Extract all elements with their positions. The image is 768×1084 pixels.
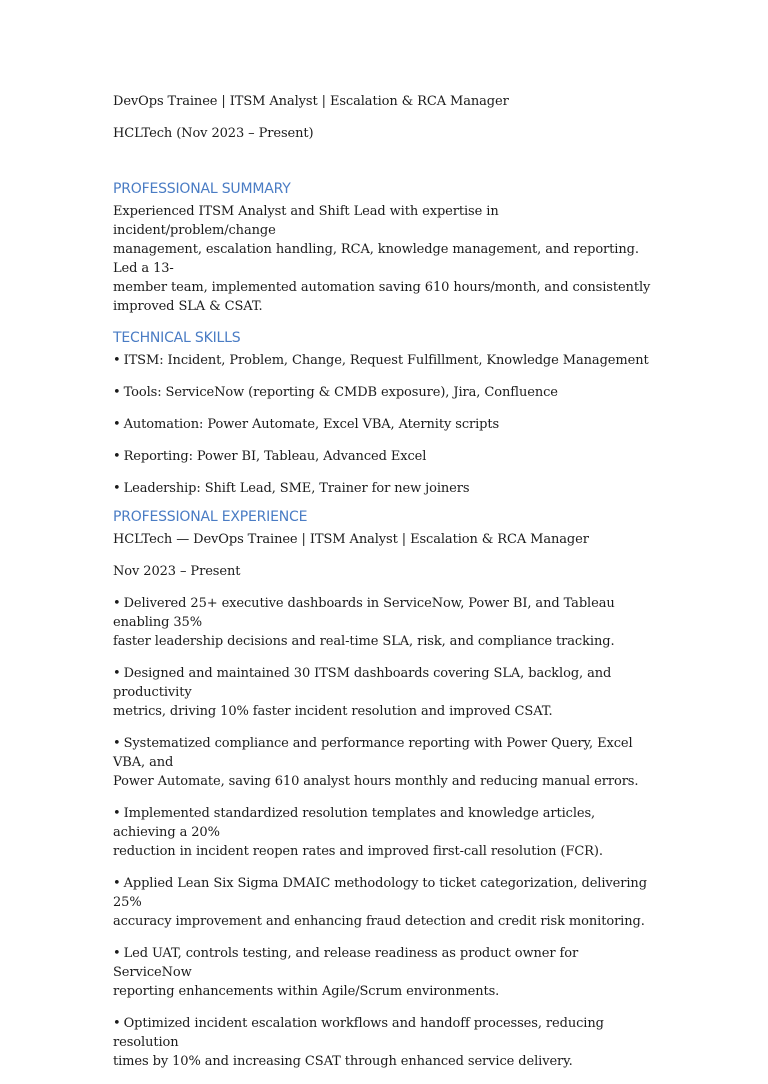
summary-heading: PROFESSIONAL SUMMARY <box>113 181 291 197</box>
position-line: HCLTech — DevOps Trainee | ITSM Analyst | Escalation & RCA Manager <box>113 532 589 547</box>
experience-bullet: • Led UAT, controls testing, and release readiness as product owner for ServiceNow reporting enhancements within Agile/Scrum environments. <box>113 946 579 999</box>
company-line: HCLTech (Nov 2023 – Present) <box>113 126 314 141</box>
role-line: DevOps Trainee | ITSM Analyst | Escalation & RCA Manager <box>113 94 509 109</box>
experience-bullet: • Implemented standardized resolution templates and knowledge articles, achieving a 20% reduction in incident reopen rates and improved first-call resolution (FCR). <box>113 806 603 859</box>
bullet-icon: • <box>113 876 121 891</box>
skill-item: • ITSM: Incident, Problem, Change, Request Fulfillment, Knowledge Management <box>113 353 649 368</box>
skill-item: • Reporting: Power BI, Tableau, Advanced Excel <box>113 449 427 464</box>
bullet-icon: • <box>113 481 121 496</box>
skill-item: • Tools: ServiceNow (reporting & CMDB exposure), Jira, Confluence <box>113 385 558 400</box>
summary-line: improved SLA & CSAT. <box>113 299 263 314</box>
skills-heading: TECHNICAL SKILLS <box>113 330 241 346</box>
bullet-icon: • <box>113 417 121 432</box>
bullet-icon: • <box>113 385 121 400</box>
bullet-icon: • <box>113 736 121 751</box>
bullet-icon: • <box>113 353 121 368</box>
bullet-icon: • <box>113 806 121 821</box>
experience-heading: PROFESSIONAL EXPERIENCE <box>113 509 308 525</box>
summary-line: management, escalation handling, RCA, knowledge management, and reporting. Led a 13- <box>113 242 639 276</box>
skill-item: • Automation: Power Automate, Excel VBA, Aternity scripts <box>113 417 500 432</box>
experience-bullet: • Optimized incident escalation workflows and handoff processes, reducing resolution times by 10% and increasing CSAT through enhanced service delivery. <box>113 1016 604 1069</box>
summary-line: member team, implemented automation saving 610 hours/month, and consistently <box>113 280 651 295</box>
skill-item: • Leadership: Shift Lead, SME, Trainer for new joiners <box>113 481 470 496</box>
bullet-icon: • <box>113 449 121 464</box>
experience-bullet: • Systematized compliance and performance reporting with Power Query, Excel VBA, and Power Automate, saving 610 analyst hours monthly and reducing manual errors. <box>113 736 639 789</box>
bullet-icon: • <box>113 946 121 961</box>
bullet-icon: • <box>113 1016 121 1031</box>
experience-bullet: • Applied Lean Six Sigma DMAIC methodology to ticket categorization, delivering 25% accuracy improvement and enhancing fraud detection and credit risk monitoring. <box>113 876 647 929</box>
summary-paragraph <box>113 202 658 316</box>
resume-page <box>113 92 658 1084</box>
experience-bullet: • Delivered 25+ executive dashboards in ServiceNow, Power BI, and Tableau enabling 35% faster leadership decisions and real-time SLA, risk, and compliance tracking. <box>113 596 615 649</box>
summary-line: Experienced ITSM Analyst and Shift Lead with expertise in incident/problem/change <box>113 204 499 238</box>
position-dates: Nov 2023 – Present <box>113 564 241 579</box>
bullet-icon: • <box>113 666 121 681</box>
bullet-icon: • <box>113 596 121 611</box>
experience-bullet: • Designed and maintained 30 ITSM dashboards covering SLA, backlog, and productivity metrics, driving 10% faster incident resolution and improved CSAT. <box>113 666 612 719</box>
